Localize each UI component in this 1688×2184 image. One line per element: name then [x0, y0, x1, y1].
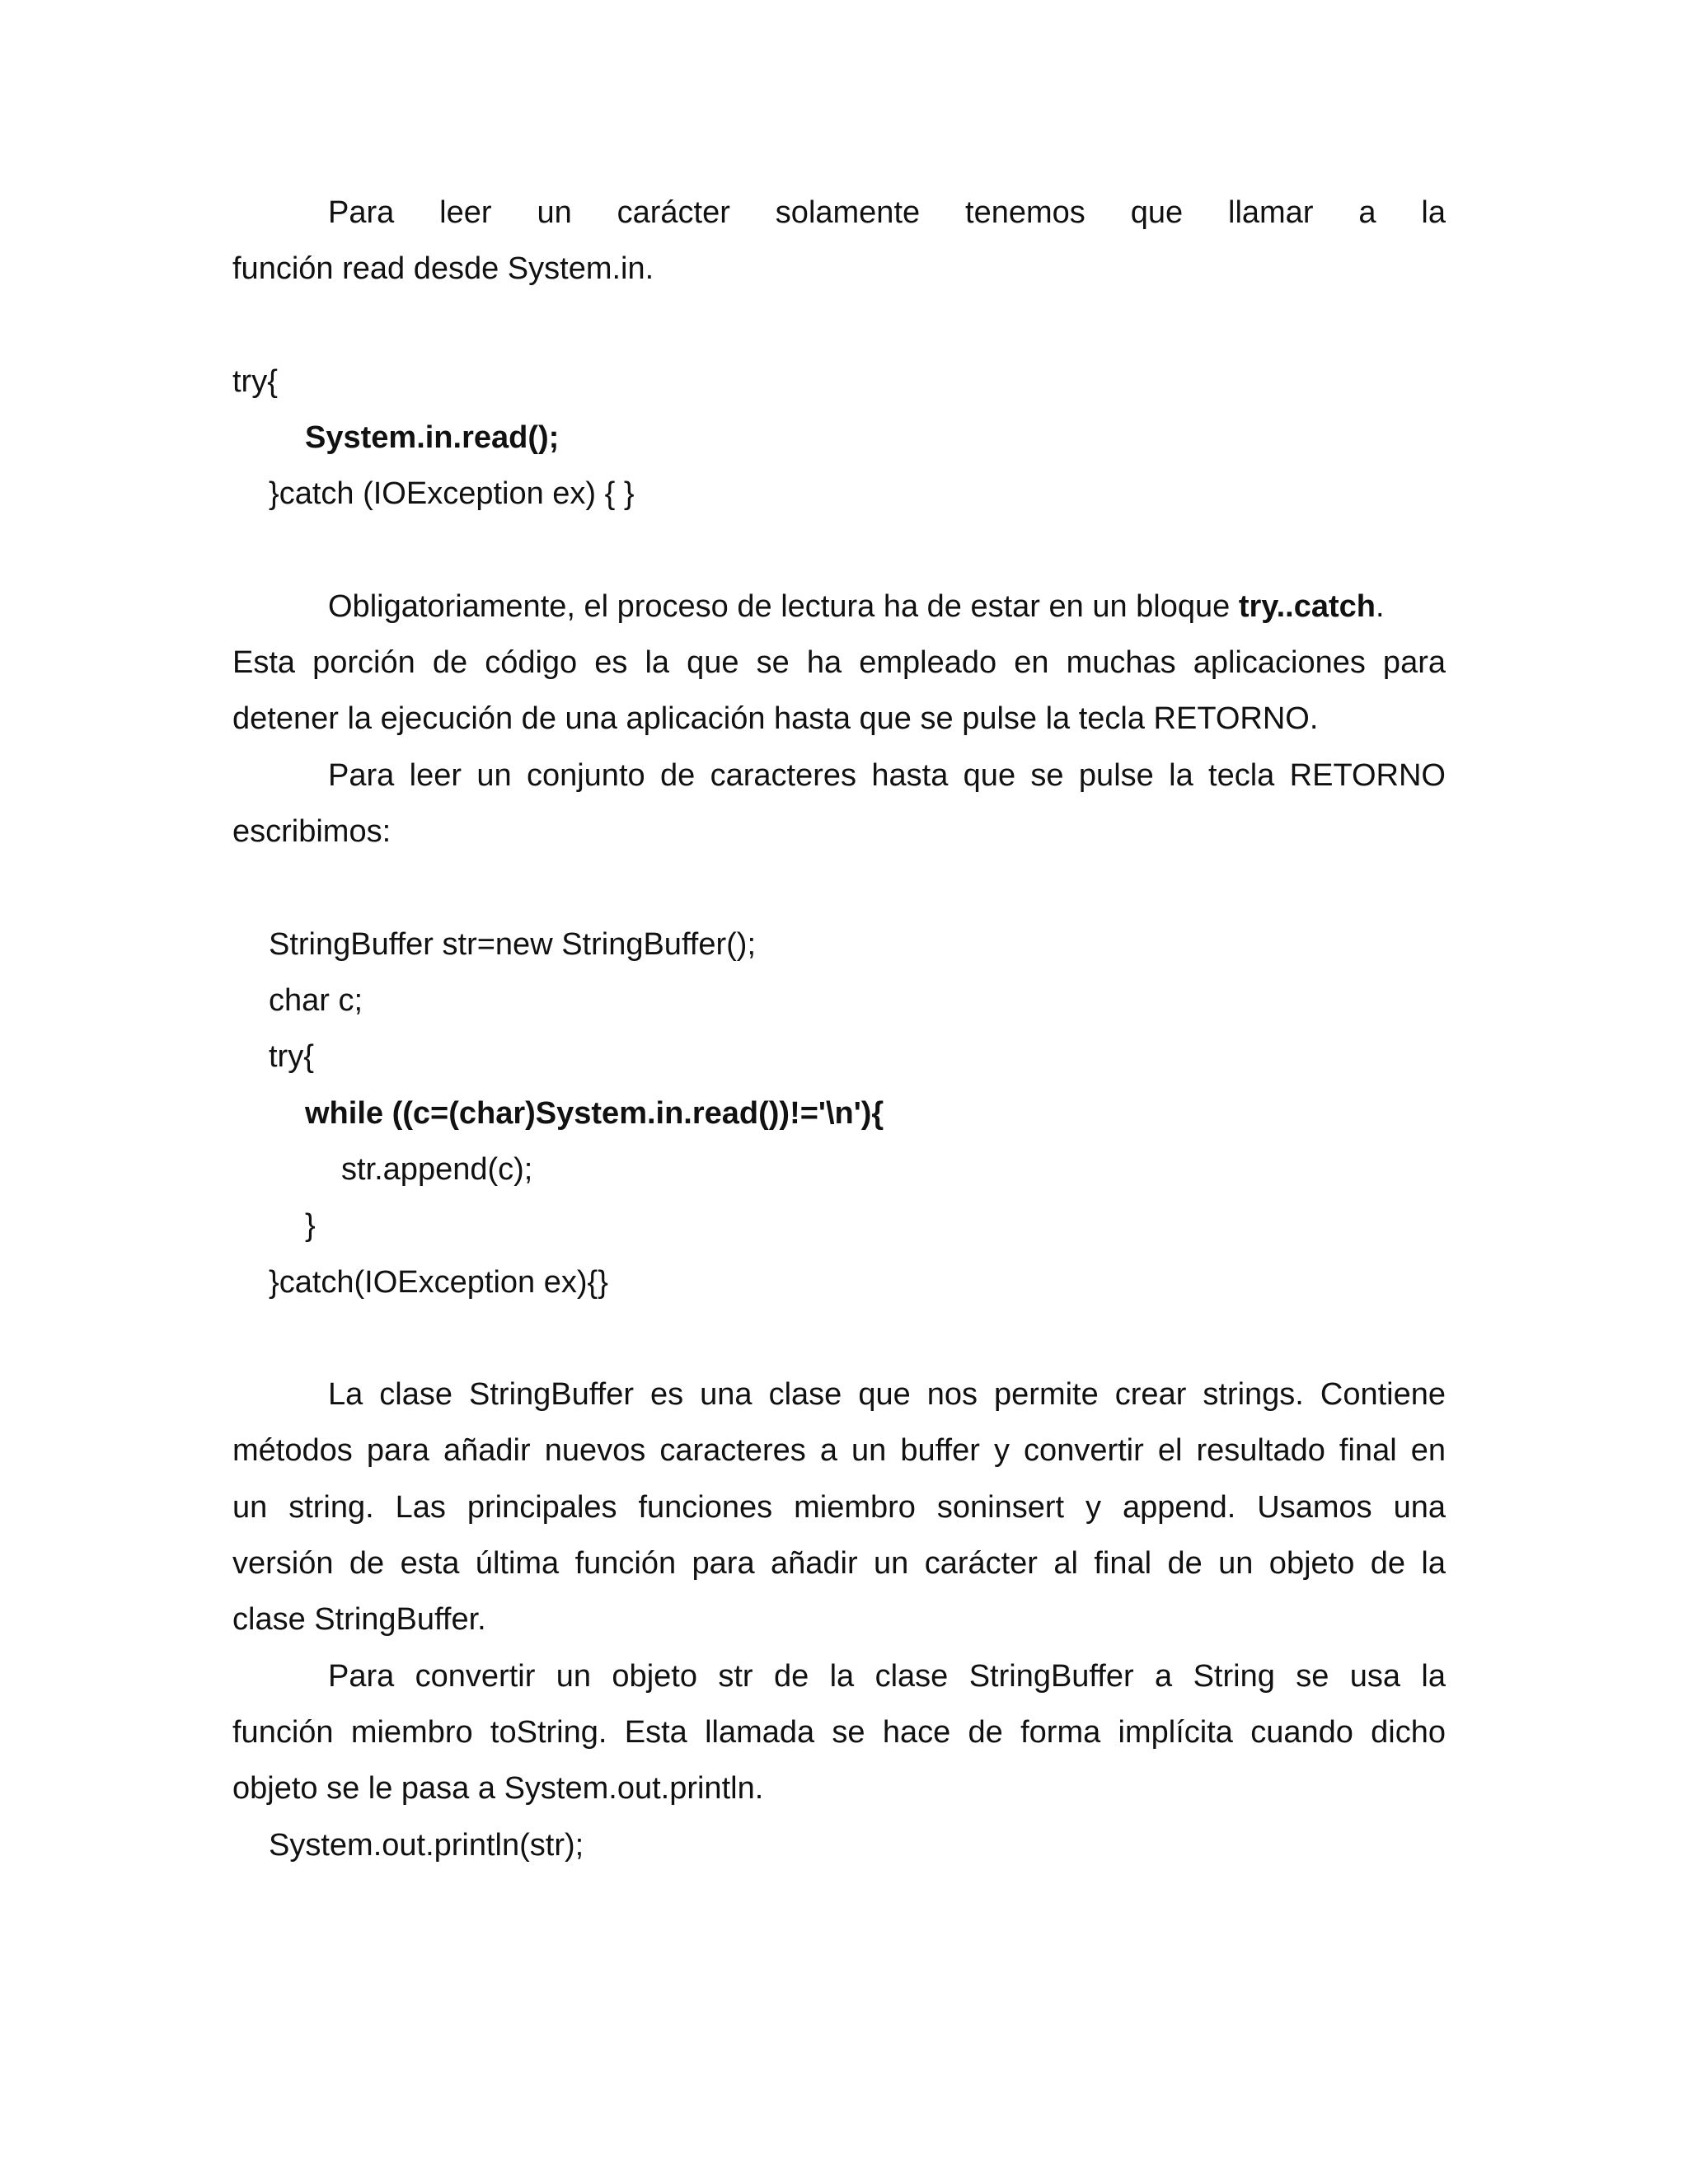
code-line: try{ [232, 364, 278, 399]
paragraph-line: clase StringBuffer. [232, 1602, 486, 1637]
code-line: System.out.println(str); [269, 1828, 584, 1863]
code-line: } [305, 1208, 316, 1243]
paragraph-line: Esta porción de código es la que se ha empleado en muchas aplicaciones para [232, 645, 1446, 680]
code-line: }catch (IOException ex) { } [269, 476, 635, 511]
paragraph-line: versión de esta última función para añadir un carácter al final de un objeto de la [232, 1546, 1446, 1581]
paragraph-line: un string. Las principales funciones miembro soninsert y append. Usamos una [232, 1490, 1446, 1525]
code-line: System.in.read(); [305, 420, 560, 455]
code-line: char c; [269, 983, 363, 1018]
code-line: str.append(c); [341, 1152, 533, 1187]
paragraph-line: Para leer un conjunto de caracteres hasta que se pulse la tecla RETORNO [328, 758, 1446, 793]
paragraph-line: La clase StringBuffer es una clase que nos permite crear strings. Contiene [328, 1377, 1446, 1412]
paragraph-line [328, 586, 1541, 627]
code-line: while ((c=(char)System.in.read())!='\n'){ [305, 1096, 884, 1131]
paragraph-line: detener la ejecución de una aplicación hasta que se pulse la tecla RETORNO. [232, 701, 1319, 736]
paragraph-line: Para leer un carácter solamente tenemos que llamar a la [328, 195, 1446, 230]
text-run: . [1375, 589, 1385, 624]
paragraph-line: escribimos: [232, 814, 392, 849]
code-line: StringBuffer str=new StringBuffer(); [269, 927, 757, 962]
paragraph-line: Para convertir un objeto str de la clase StringBuffer a String se usa la [328, 1659, 1446, 1694]
paragraph-line: objeto se le pasa a System.out.println. [232, 1771, 764, 1806]
paragraph-line: función read desde System.in. [232, 251, 654, 286]
keyword-text: try..catch [1238, 589, 1376, 624]
code-line: }catch(IOException ex){} [269, 1265, 608, 1300]
text-run: Obligatoriamente, el proceso de lectura ha de estar en un bloque [328, 589, 1239, 624]
paragraph-line: métodos para añadir nuevos caracteres a un buffer y convertir el resultado final en [232, 1433, 1446, 1468]
paragraph-line: función miembro toString. Esta llamada se hace de forma implícita cuando dicho [232, 1715, 1446, 1750]
code-line: try{ [269, 1039, 314, 1074]
